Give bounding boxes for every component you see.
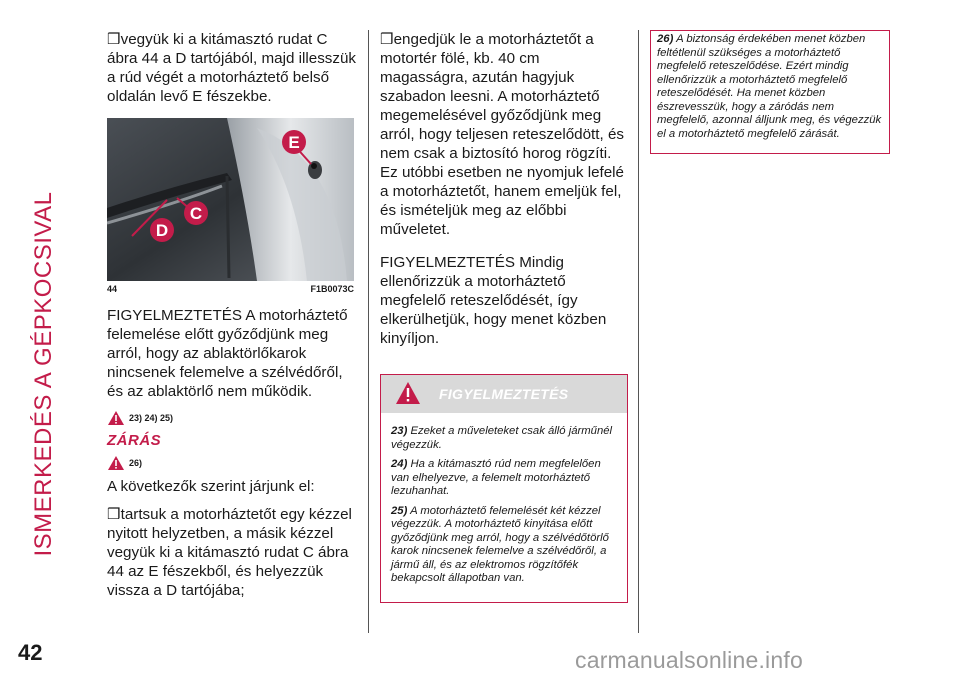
figure-44 <box>107 118 354 296</box>
instruction-paragraph: ❒tartsuk a motorháztetőt egy kézzel nyitott helyzetben, a másik kézzel vegyük ki a kitámasztó rudat C ábra 44 az E fészekből, és helyezzük vissza a D tartójába; <box>107 506 352 599</box>
warning-item-number: 23) <box>391 425 408 437</box>
page-number: 42 <box>18 640 43 665</box>
warning-box-body <box>381 413 627 602</box>
warning-triangle-icon <box>107 455 125 471</box>
warning-item <box>391 458 617 499</box>
warning-reference <box>107 455 357 471</box>
warning-paragraph: FIGYELMEZTETÉS A motorháztető felemelése előtt győződjünk meg arról, hogy az ablaktörlőkarok nincsenek felemelve a szélvédőről, és az ablaktörlő nem működik. <box>107 307 348 400</box>
column-3 <box>650 30 890 154</box>
warning-box <box>380 374 628 603</box>
figure-number: 44 <box>107 284 118 294</box>
warning-reference-numbers: 26) <box>129 458 143 468</box>
instruction-paragraph: ❒engedjük le a motorháztetőt a motortér fölé, kb. 40 cm magasságra, azután hagyjuk szabadon leesni. A motorháztető megemelésével győződjünk meg arról, hogy teljesen reteszelődött, és nem csak a biztosító horog rögzíti. Ez utóbbi esetben ne nyomjuk lefelé a motorháztetőt, hanem emeljük fel, és ismételjük meg az előbbi műveletet. <box>380 31 625 238</box>
column-1 <box>107 30 357 609</box>
warning-item-text: Ezeket a műveleteket csak álló járműnél végezzük. <box>391 425 613 451</box>
column-divider <box>638 30 639 633</box>
section-heading: ZÁRÁS <box>107 432 162 449</box>
warning-triangle-icon <box>107 410 125 426</box>
warning-reference <box>107 410 357 426</box>
callout-label: C <box>189 204 203 223</box>
callout-label: E <box>288 133 300 152</box>
instruction-paragraph: ❒vegyük ki a kitámasztó rudat C ábra 44 a D tartójából, majd illesszük a rúd végét a motorháztető belső oldalán levő E fészekbe. <box>107 31 357 105</box>
warning-item <box>391 425 617 452</box>
instruction-paragraph: A következők szerint járjunk el: <box>107 478 315 495</box>
callout-label: D <box>155 221 169 240</box>
warning-item <box>657 33 883 141</box>
warning-reference-numbers: 23) 24) 25) <box>129 413 174 423</box>
warning-paragraph: FIGYELMEZTETÉS Mindig ellenőrizzük a motorháztető megfelelő reteszelődését, így elkerülhetjük, hogy menet közben kinyíljon. <box>380 254 607 347</box>
warning-item-text: Ha a kitámasztó rúd nem megfelelően van elhelyezve, a felemelt motorháztető lezuhanhat. <box>391 458 601 497</box>
column-2 <box>380 30 630 603</box>
warning-item <box>391 505 617 586</box>
hood-prop-rod-photo <box>107 118 354 281</box>
warning-box-title: FIGYELMEZTETÉS <box>439 386 569 402</box>
warning-item-number: 25) <box>391 504 408 517</box>
warning-box-header <box>381 375 627 413</box>
warning-item-number: 26) <box>657 33 674 45</box>
photo-illustration <box>107 118 354 281</box>
column-divider <box>368 30 369 633</box>
section-side-title: ISMERKEDÉS A GÉPKOCSIVAL <box>30 191 57 557</box>
warning-item-number: 24) <box>391 458 408 470</box>
figure-code: F1B0073C <box>310 284 354 294</box>
warning-item-text: A motorháztető felemelését két kézzel végezzük. A motorháztető kinyitása előtt győződjünk meg arról, hogy a szélvédőtörlő karok nincsenek felemelve a szélvédőről, a jármű áll, és az elektromos rögzítőfék bekapcsolt állapotban van. <box>391 504 609 584</box>
warning-note-box <box>650 30 890 154</box>
warning-item-text: A biztonság érdekében menet közben feltétlenül szükséges a motorháztető megfelelő reteszelődése. Ezért mindig ellenőrizzük a motorháztető megfelelő reteszelődését. Ha menet közben észrevesszük, hogy a záródás nem megfelelő, azonnal álljunk meg, és végezzük el a motorháztető megfelelő zárását. <box>657 33 882 140</box>
watermark: carmanualsonline.info <box>575 647 803 673</box>
warning-triangle-icon <box>395 381 421 405</box>
